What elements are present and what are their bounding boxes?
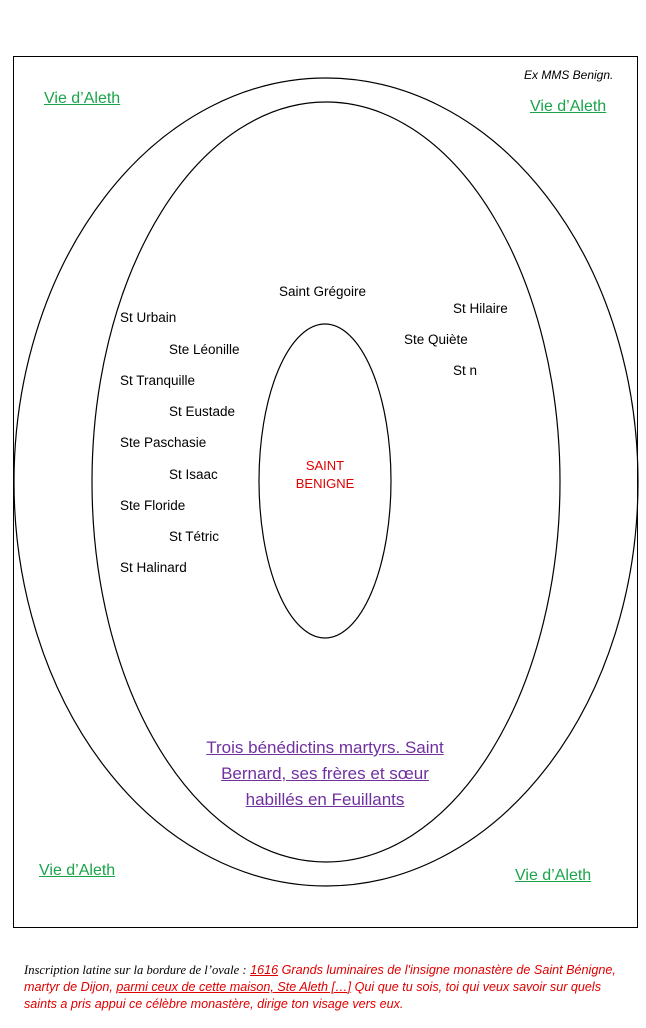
saint-left: St Tétric: [169, 529, 220, 544]
caption-part1: Grands luminaires de l'insigne monastère de Saint Bénigne, martyr de Dijon,: [24, 963, 616, 994]
saint-left: St Eustade: [169, 404, 236, 419]
inscription-caption: [24, 962, 634, 1013]
center-label-line1: SAINT: [305, 458, 345, 473]
vie-label-top-right: Vie d’Aleth: [530, 98, 607, 115]
vie-label-bottom-left: Vie d’Aleth: [39, 862, 116, 879]
saint-left: Ste Léonille: [169, 342, 240, 357]
source-note: Ex MMS Benign.: [524, 68, 614, 82]
vie-label-top-left: Vie d’Aleth: [44, 90, 121, 107]
bottom-note: Trois bénédictins martyrs. Saint Bernard, ses frères et sœur habillés en Feuillants: [206, 738, 444, 809]
saint-left: Ste Floride: [120, 498, 186, 513]
saint-right: St Hilaire: [453, 301, 508, 316]
caption-year: 1616: [250, 963, 279, 977]
saint-left: St Halinard: [120, 560, 187, 575]
center-label: [289, 457, 361, 493]
saint-left: Ste Paschasie: [120, 435, 207, 450]
saint-right: St n: [453, 363, 478, 378]
saint-left: St Tranquille: [120, 373, 196, 388]
center-label-line2: BENIGNE: [295, 476, 355, 491]
saint-left: St Urbain: [120, 310, 177, 325]
saint-right: Ste Quiète: [404, 332, 468, 347]
caption-part2: parmi ceux de cette maison, Ste Aleth […]: [116, 980, 352, 994]
caption-part3: Qui que tu sois, toi qui veux savoir sur quels saints a pris appui ce célèbre monastère, dirige ton visage vers eux.: [24, 980, 602, 1011]
saint-left: St Isaac: [169, 467, 218, 482]
caption-lead: Inscription latine sur la bordure de l’ovale :: [24, 963, 247, 977]
saint-top: Saint Grégoire: [279, 284, 367, 299]
vie-label-bottom-right: Vie d’Aleth: [515, 867, 592, 884]
